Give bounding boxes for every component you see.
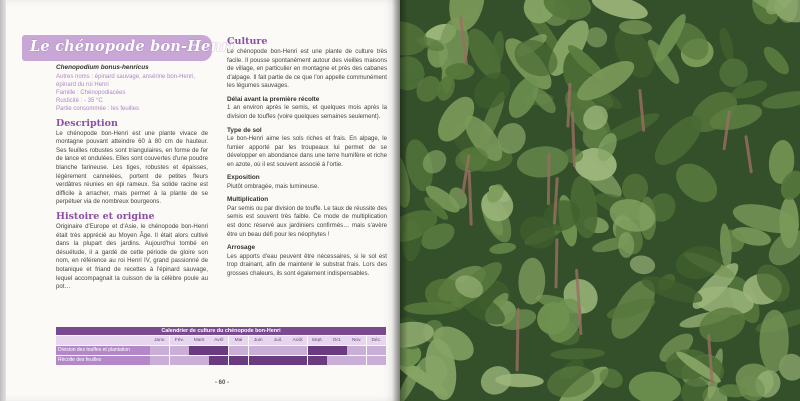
month-label: Oct. xyxy=(327,336,346,345)
calendar-cell-inactive xyxy=(189,356,208,365)
history-heading: Histoire et origine xyxy=(56,210,155,222)
watering-text: Les apports d'eau peuvent être nécessaires, si le sol est trop drainant, afin de maintenir le substrat frais. Lors des grosses chaleurs, ils sont également indispensables. xyxy=(227,252,387,277)
scientific-name: Chenopodium bonus-henricus xyxy=(56,64,149,71)
calendar-cell-active xyxy=(308,356,327,365)
month-label: Juil. xyxy=(268,336,287,345)
calendar-row-harvest xyxy=(56,356,386,365)
month-label: Déc. xyxy=(367,336,386,345)
edible-part: Partie consommée : les feuilles xyxy=(56,106,140,113)
month-label: Avril xyxy=(209,336,228,345)
calendar-cell-inactive xyxy=(150,356,169,365)
calendar-cell-active xyxy=(308,346,327,355)
soil-text: Le bon-Henri aime les sols riches et frais. En alpage, le fumier apporté par les troupeaux lui permet de se développer en abondance dans une terre humifère et riche en azote, où il est souvent associé à l'ortie. xyxy=(227,134,387,168)
history-text: Originaire d'Europe et d'Asie, le chénopode bon-Henri était très apprécié au Moyen Âge. Il était alors cultivé dans la plupart des jardins. Aujourd'hui tombé en désuétude, il a gardé de cette période de gloire son nom, en référence au roi Henri IV, grand passionné de botanique et friand de recettes à l'épinard sauvage, lequel accompagnait la cuisson de la célèbre poule au pot… xyxy=(56,222,208,291)
calendar-cell-active xyxy=(209,346,228,355)
soil-heading: Type de sol xyxy=(227,126,262,134)
calendar-cell-inactive xyxy=(229,346,248,355)
calendar-cell-active xyxy=(327,346,346,355)
book-gutter xyxy=(392,0,408,401)
calendar-cell-active xyxy=(268,356,287,365)
hardiness: Rusticité : - 35 °C xyxy=(56,98,103,105)
calendar-cell-active xyxy=(189,346,208,355)
flower-spike xyxy=(469,172,471,225)
calendar-cell-inactive xyxy=(327,356,346,365)
culture-text: Le chénopode bon-Henri est une plante de culture très facile. Il pousse spontanément autour des vieilles maisons de village, en particulier en montagne et près des cabanes d'alpage. Il fait partie de ce que l'on appelle communément les légumes sauvages. xyxy=(227,48,387,90)
flower-spike xyxy=(548,155,549,204)
flower-spike xyxy=(568,84,570,126)
calendar-row-label: Récolte des feuilles xyxy=(56,356,150,365)
month-label: Fév. xyxy=(170,336,189,345)
month-label: Mai xyxy=(229,336,248,345)
delay-text: 1 an environ après le semis, et quelques mois après la division de touffes (voire quelques semaines seulement). xyxy=(227,104,387,120)
right-column xyxy=(227,36,387,278)
delay-heading: Délai avant la première récolte xyxy=(227,95,320,103)
calendar-cell-active xyxy=(288,356,307,365)
month-label: Sept. xyxy=(308,336,327,345)
month-label: Mars xyxy=(189,336,208,345)
calendar-cell-inactive xyxy=(288,346,307,355)
calendar-row-label: Division des touffes et plantation xyxy=(56,346,150,355)
exposure-text: Plutôt ombragée, mais lumineuse. xyxy=(227,182,320,190)
calendar-cell-inactive xyxy=(170,346,189,355)
left-column xyxy=(56,64,208,292)
calendar-cell-inactive xyxy=(367,356,386,365)
propagation-text: Par semis ou par division de touffe. Le taux de réussite des semis est souvent très faible. Ce mode de multiplication est donc réservé aux jardiniers confirmés… mais s'avère être un beau défi pour les néophytes ! xyxy=(227,204,387,238)
page-number: - 60 - xyxy=(215,380,230,386)
leaf xyxy=(404,302,456,315)
description-heading: Description xyxy=(56,117,118,129)
calendar-row-division xyxy=(56,346,386,355)
calendar-cell-inactive xyxy=(249,346,268,355)
good-king-henry-foliage-image xyxy=(400,0,800,401)
culture-heading: Culture xyxy=(227,36,268,47)
plant-photo xyxy=(400,0,800,401)
description-text: Le chénopode bon-Henri est une plante vivace de montagne pouvant atteindre 60 à 80 cm de hauteur. Ses feuilles robustes sont triangulaires, en forme de fer de lance et ondulées. Elles sont couvertes d'une poudre blanche farineuse. Les tiges, robustes et épaisses, légèrement cannelées, portent de petites fleurs verdâtres réunies en épi rameux. Sa solide racine est difficile à arracher, mais permet à la plante de se perpétuer via de nombreux bourgeons. xyxy=(56,129,208,206)
calendar-header-blank xyxy=(56,336,150,345)
month-label: Juin xyxy=(249,336,268,345)
flower-spike xyxy=(517,309,518,369)
calendar-cell-inactive xyxy=(367,346,386,355)
cultivation-calendar xyxy=(56,327,386,365)
calendar-cell-active xyxy=(249,356,268,365)
calendar-cell-inactive xyxy=(170,356,189,365)
calendar-cell-inactive xyxy=(268,346,287,355)
calendar-title: Calendrier de culture du chénopode bon-Henri xyxy=(56,327,386,335)
calendar-cell-inactive xyxy=(347,346,366,355)
month-label: Nov. xyxy=(347,336,366,345)
watering-heading: Arrosage xyxy=(227,244,256,252)
page-title: Le chénopode bon-Henri xyxy=(30,38,235,55)
family: Famille : Chénopodiacées xyxy=(56,90,126,96)
calendar-month-header xyxy=(56,336,386,345)
month-label: Janv. xyxy=(150,336,169,345)
calendar-cell-active xyxy=(229,356,248,365)
other-names: Autres noms : épinard sauvage, ansérine bon-Henri, épinard du roi Henri xyxy=(56,73,196,88)
calendar-cell-inactive xyxy=(347,356,366,365)
calendar-cell-active xyxy=(209,356,228,365)
flower-spike xyxy=(573,113,575,166)
exposure-heading: Exposition xyxy=(227,174,260,182)
propagation-heading: Multiplication xyxy=(227,196,269,204)
calendar-cell-inactive xyxy=(150,346,169,355)
flower-spike xyxy=(556,240,557,287)
month-label: Août xyxy=(288,336,307,345)
